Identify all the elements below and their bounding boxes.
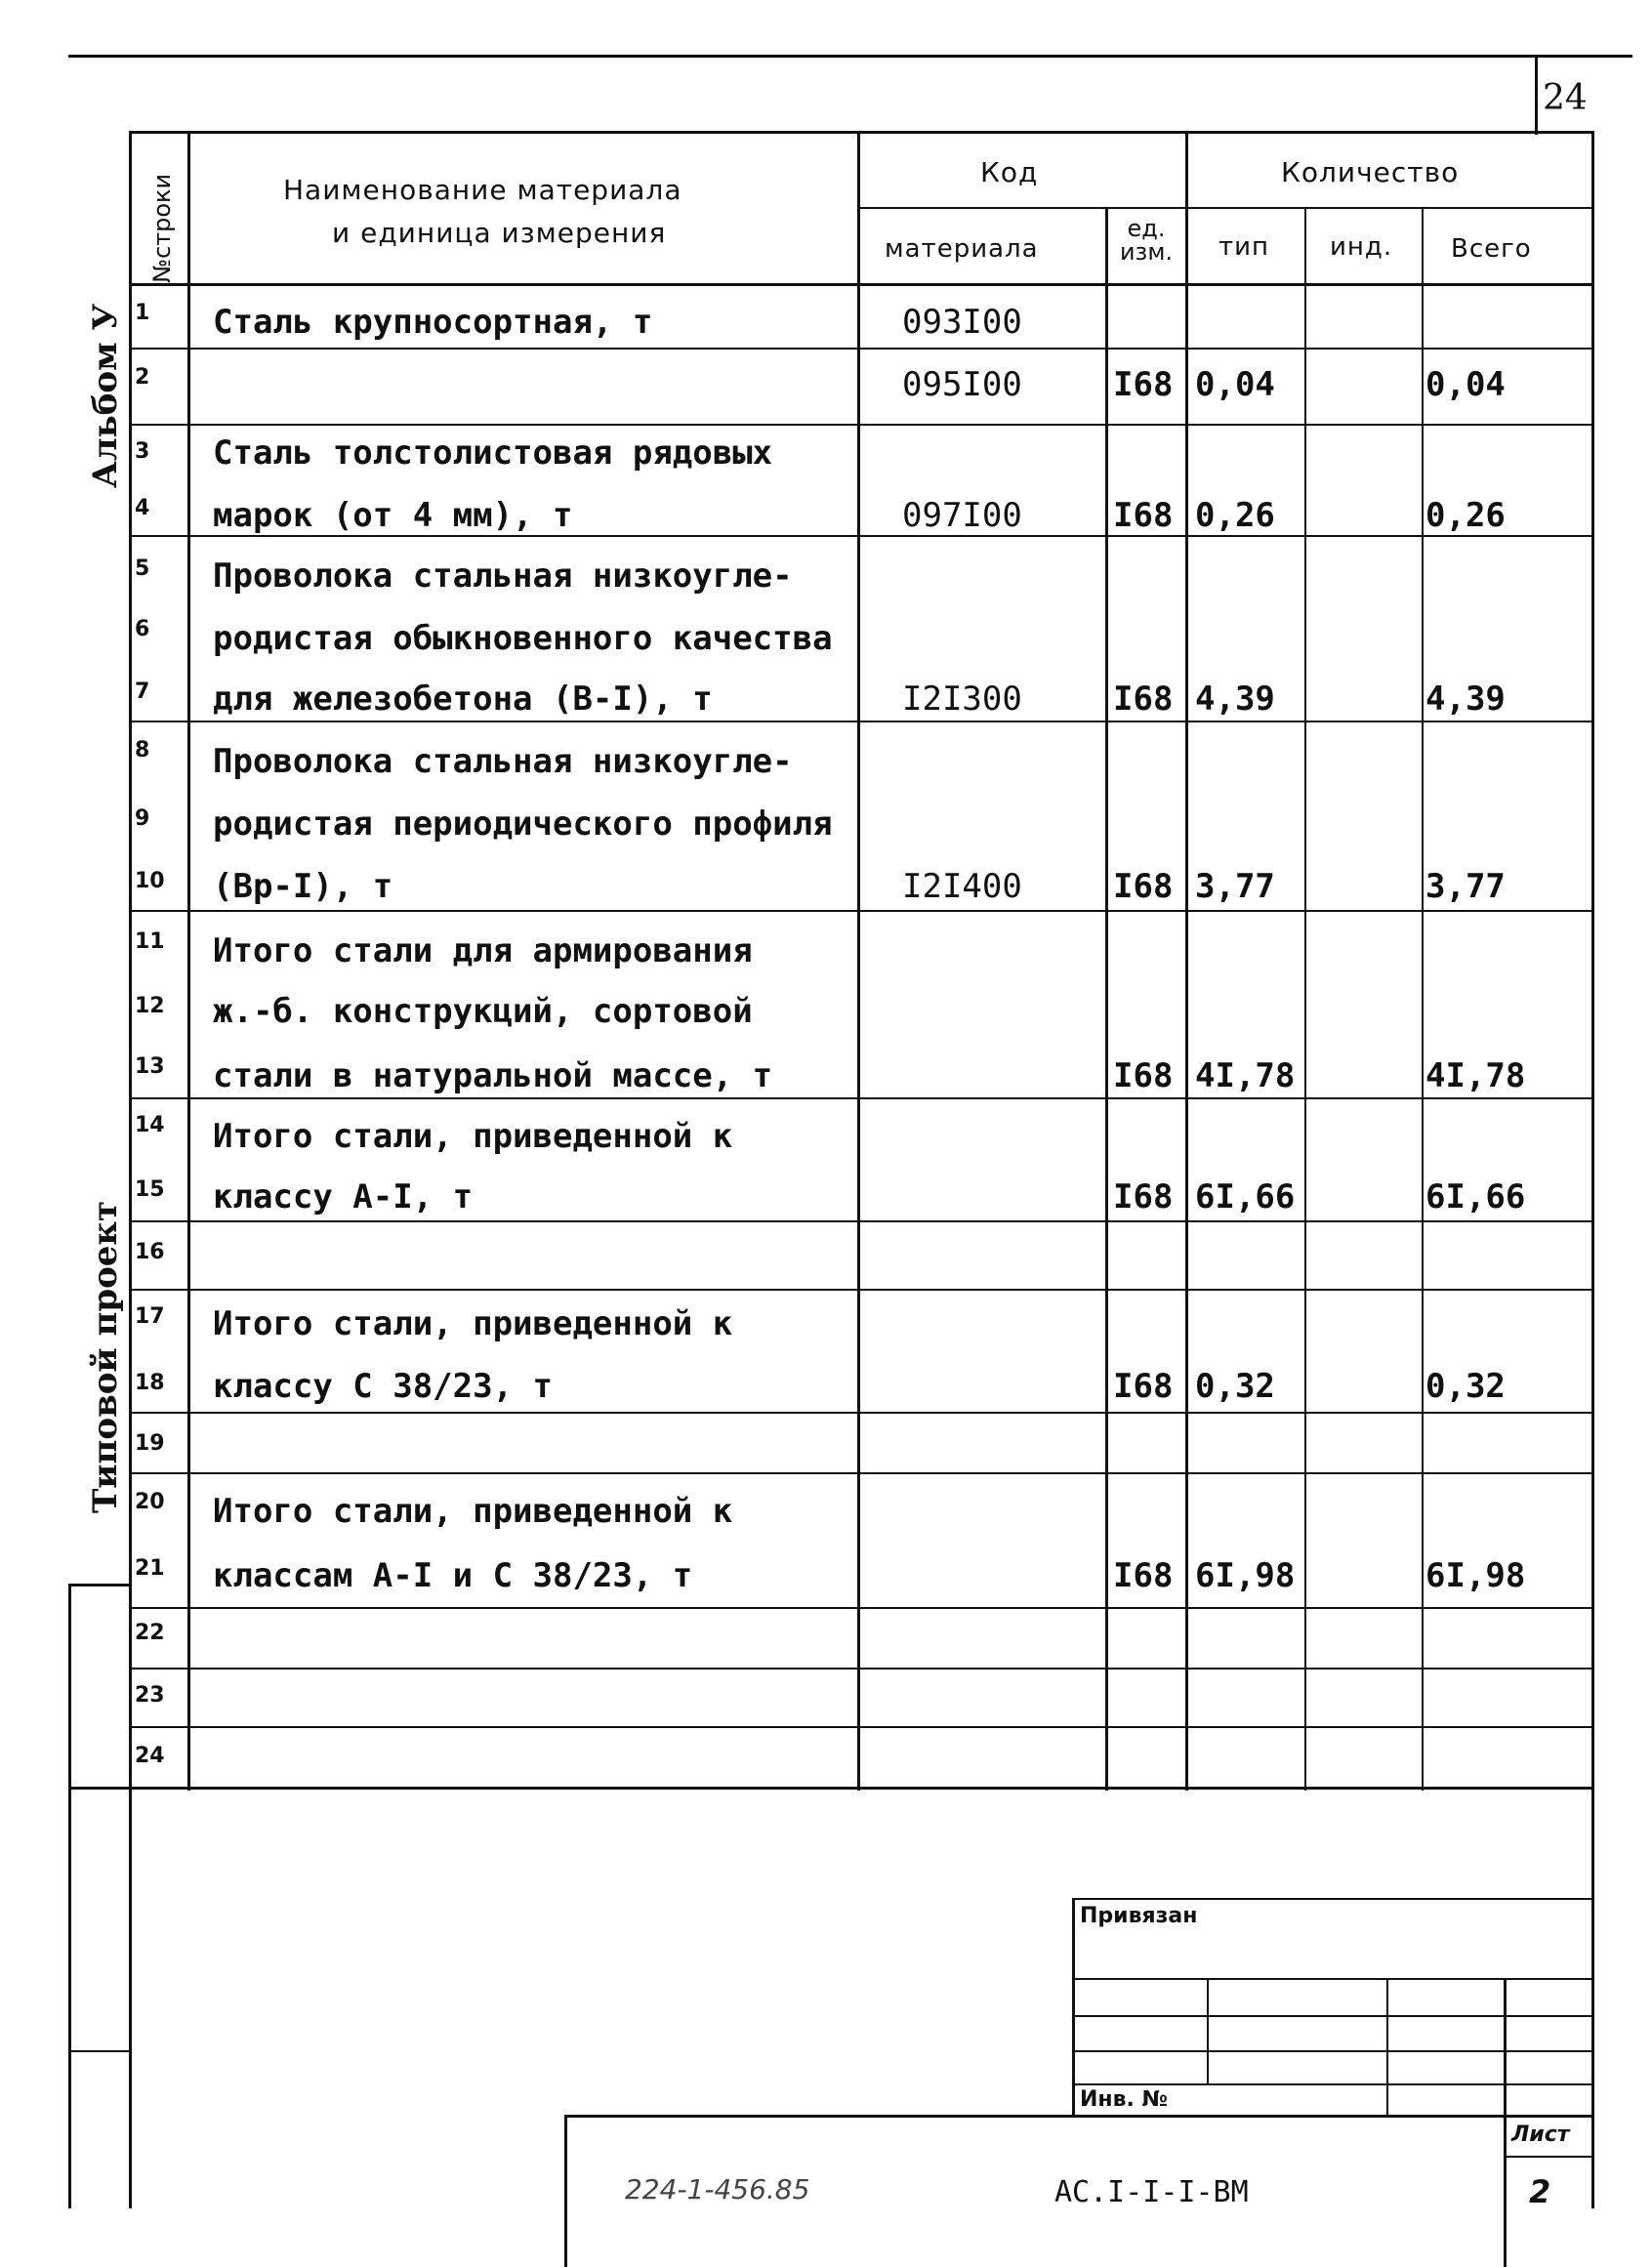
linked-label: Привязан — [1080, 1904, 1198, 1928]
left-strip-mid — [68, 2050, 131, 2052]
unit-code: I68 — [1113, 680, 1174, 719]
row-number: 10 — [135, 869, 165, 893]
material-name: классам А-I и С 38/23, т — [213, 1556, 693, 1595]
col-line-unit — [1185, 131, 1188, 1791]
material-name: марок (от 4 мм), т — [213, 496, 573, 535]
row-number: 11 — [135, 929, 165, 954]
material-name: классу А-I, т — [213, 1177, 474, 1216]
row-line — [129, 1668, 1593, 1669]
top-rule — [68, 55, 1632, 58]
table-top-line — [129, 131, 1593, 134]
unit-header: ед. изм. — [1119, 215, 1174, 266]
row-number: 20 — [135, 1490, 165, 1514]
col-line-left — [129, 131, 132, 1791]
row-number: 15 — [135, 1177, 165, 1202]
material-name: Сталь толстолистовая рядовых — [213, 433, 773, 473]
left-frame-line — [129, 1787, 132, 2208]
header-split-line — [857, 207, 1593, 209]
row-line — [129, 1726, 1593, 1728]
stamp-line — [1072, 2050, 1593, 2052]
row-line — [129, 1472, 1593, 1474]
col-line-type — [1304, 207, 1306, 1791]
code-header: Код — [980, 156, 1039, 188]
row-number: 2 — [135, 365, 150, 390]
footer-left-line — [564, 2115, 567, 2267]
row-number: 6 — [135, 617, 150, 641]
type-quantity: 6I,98 — [1195, 1556, 1296, 1595]
row-line — [129, 535, 1593, 537]
row-number: 17 — [135, 1304, 165, 1329]
row-number: 8 — [135, 738, 150, 763]
stamp-top-line — [1072, 1898, 1593, 1900]
material-header: материала — [885, 234, 1039, 264]
row-line — [129, 1289, 1593, 1291]
row-line — [129, 721, 1593, 722]
col-line-right — [1591, 131, 1594, 1791]
row-number: 7 — [135, 680, 150, 704]
material-name: ж.-б. конструкций, сортовой — [213, 992, 753, 1031]
stamp-col — [1386, 1978, 1388, 2115]
unit-code: I68 — [1113, 1056, 1174, 1095]
sheet-number: 24 — [1543, 78, 1588, 118]
row-number: 18 — [135, 1371, 165, 1395]
row-number: 9 — [135, 806, 150, 831]
row-line — [129, 1412, 1593, 1414]
material-code: I2I300 — [902, 680, 1022, 719]
total-header: Всего — [1451, 234, 1532, 264]
row-number: 14 — [135, 1113, 165, 1137]
project-label: Типовой проект — [86, 1200, 125, 1513]
row-number: 23 — [135, 1683, 165, 1708]
type-quantity: 4I,78 — [1195, 1056, 1296, 1095]
stamp-col — [1504, 1978, 1507, 2267]
total-quantity: 6I,66 — [1425, 1177, 1526, 1216]
album-label: Альбом У — [86, 303, 125, 488]
material-code: 093I00 — [902, 303, 1022, 342]
material-name: (Вр-I), т — [213, 867, 393, 906]
material-code: I2I400 — [902, 867, 1022, 906]
col-line-code — [1105, 207, 1108, 1791]
row-number: 4 — [135, 496, 150, 520]
type-quantity: 0,04 — [1195, 365, 1275, 404]
unit-code: I68 — [1113, 496, 1174, 535]
material-name: классу С 38/23, т — [213, 1367, 553, 1406]
type-quantity: 4,39 — [1195, 680, 1275, 719]
inv-number-label: Инв. № — [1080, 2087, 1169, 2112]
row-number: 3 — [135, 439, 150, 464]
col-line-ind — [1422, 207, 1424, 1791]
name-header-line1: Наименование материала — [283, 174, 682, 206]
row-number: 12 — [135, 994, 165, 1018]
table-bottom-line — [68, 1787, 1593, 1790]
unit-code: I68 — [1113, 1177, 1174, 1216]
stamp-col — [1207, 1978, 1209, 2085]
type-quantity: 0,26 — [1195, 496, 1275, 535]
material-name: Итого стали для армирования — [213, 931, 753, 970]
row-number: 21 — [135, 1556, 165, 1581]
type-quantity: 3,77 — [1195, 867, 1275, 906]
material-name: Итого стали, приведенной к — [213, 1492, 733, 1531]
total-quantity: 4I,78 — [1425, 1056, 1526, 1095]
row-number: 1 — [135, 301, 150, 325]
stamp-line — [1072, 1978, 1593, 1980]
row-line — [129, 1220, 1593, 1222]
total-quantity: 6I,98 — [1425, 1556, 1526, 1595]
row-number: 13 — [135, 1054, 165, 1079]
row-line — [129, 1097, 1593, 1099]
document-code: АС.I-I-I-ВМ — [1054, 2175, 1249, 2209]
material-name: родистая периодического профиля — [213, 804, 833, 844]
row-line — [129, 348, 1593, 350]
material-name: Сталь крупносортная, т — [213, 303, 653, 342]
total-quantity: 4,39 — [1425, 680, 1506, 719]
row-line — [129, 910, 1593, 912]
material-name: Итого стали, приведенной к — [213, 1304, 733, 1343]
row-number: 24 — [135, 1744, 165, 1768]
total-quantity: 0,26 — [1425, 496, 1506, 535]
row-number: 5 — [135, 556, 150, 581]
total-quantity: 3,77 — [1425, 867, 1506, 906]
sheet-label: Лист — [1511, 2123, 1570, 2147]
unit-code: I68 — [1113, 1556, 1174, 1595]
left-strip-outer — [68, 1584, 71, 2208]
left-strip-top — [68, 1584, 131, 1587]
type-quantity: 0,32 — [1195, 1367, 1275, 1406]
unit-code: I68 — [1113, 867, 1174, 906]
row-line — [129, 1607, 1593, 1609]
col-line-name — [857, 131, 860, 1791]
total-quantity: 0,04 — [1425, 365, 1506, 404]
footer-top-line — [564, 2115, 1593, 2118]
sheet-label-line — [1504, 2156, 1593, 2158]
material-name: Проволока стальная низкоугле- — [213, 556, 793, 596]
stamp-line — [1072, 2015, 1593, 2017]
type-header: тип — [1218, 232, 1270, 262]
material-name: родистая обыкновенного качества — [213, 619, 833, 658]
unit-code: I68 — [1113, 1367, 1174, 1406]
material-name: Итого стали, приведенной к — [213, 1117, 733, 1156]
project-number: 224-1-456.85 — [625, 2173, 810, 2205]
quantity-header: Количество — [1281, 156, 1460, 188]
row-number: 19 — [135, 1431, 165, 1456]
unit-code: I68 — [1113, 365, 1174, 404]
name-header-line2: и единица измерения — [332, 217, 667, 249]
row-number: 22 — [135, 1621, 165, 1645]
row-line — [129, 424, 1593, 426]
col-line-rownum — [187, 131, 190, 1791]
material-code: 095I00 — [902, 365, 1022, 404]
row-number: 16 — [135, 1240, 165, 1264]
row-number-header: №строки — [148, 173, 176, 283]
right-frame-line — [1591, 1787, 1594, 2208]
material-name: Проволока стальная низкоугле- — [213, 742, 793, 781]
stamp-line — [1072, 2083, 1593, 2085]
total-quantity: 0,32 — [1425, 1367, 1506, 1406]
type-quantity: 6I,66 — [1195, 1177, 1296, 1216]
header-bottom-line — [129, 283, 1593, 286]
material-name: стали в натуральной массе, т — [213, 1056, 773, 1095]
sheet-value: 2 — [1529, 2173, 1551, 2210]
material-name: для железобетона (В-I), т — [213, 680, 713, 719]
material-code: 097I00 — [902, 496, 1022, 535]
stamp-left-line — [1072, 1898, 1075, 2115]
ind-header: инд. — [1330, 232, 1393, 262]
